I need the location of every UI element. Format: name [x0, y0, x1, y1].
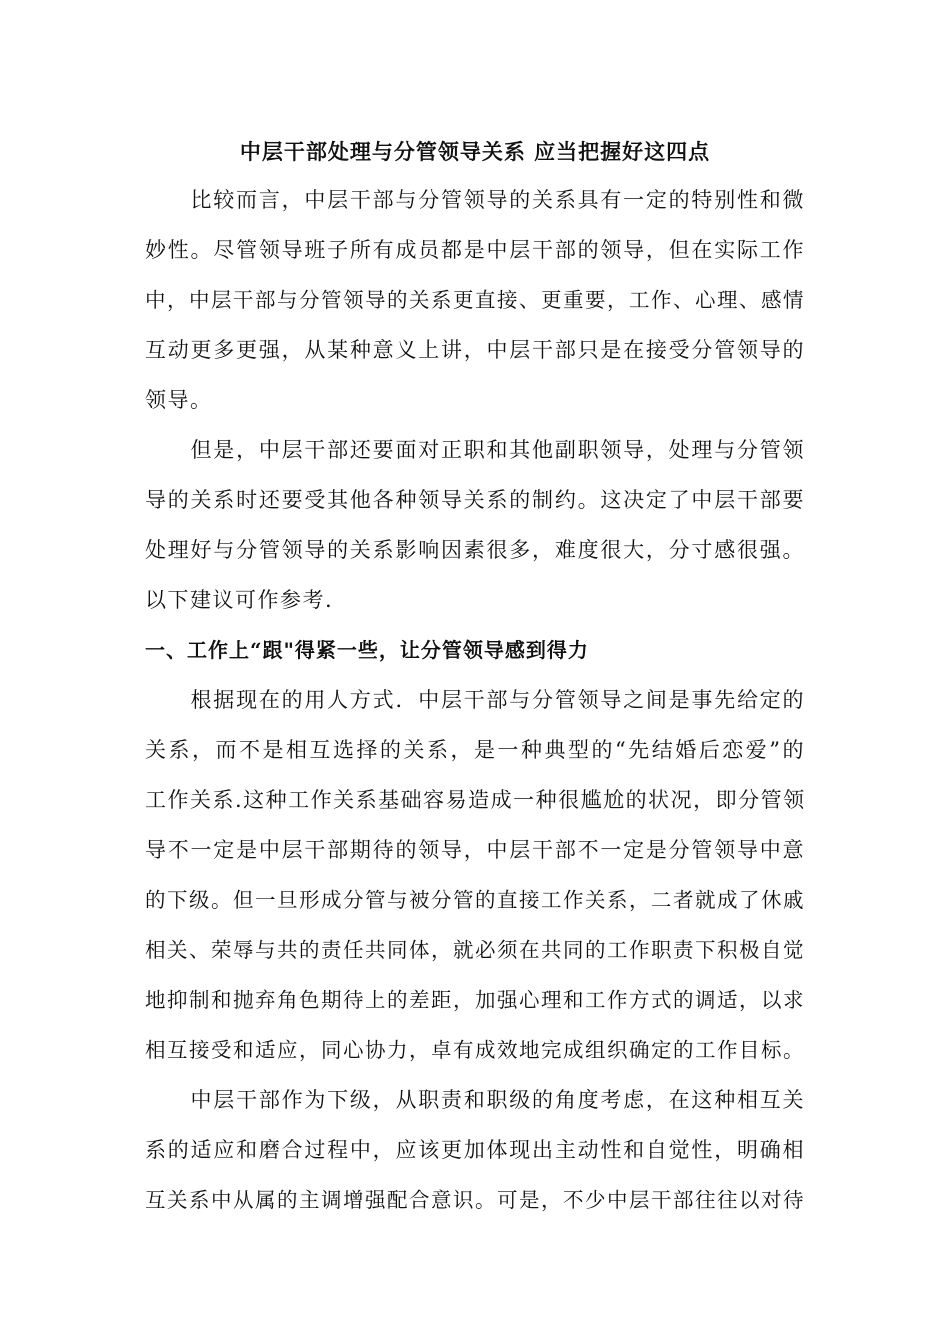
paragraph-line: 根据现在的用人方式．中层干部与分管领导之间是事先给定的 [145, 688, 805, 712]
paragraph-line: 比较而言，中层干部与分管领导的关系具有一定的特别性和微 [145, 188, 805, 212]
paragraph-line: 工作关系.这种工作关系基础容易造成一种很尴尬的状况，即分管领 [145, 788, 806, 812]
paragraph-line: 地抑制和抛弃角色期待上的差距，加强心理和工作方式的调适，以求 [145, 988, 805, 1012]
paragraph-line: 处理好与分管领导的关系影响因素很多，难度很大，分寸感很强。 [145, 538, 805, 562]
paragraph-line: 领导。 [145, 388, 213, 412]
paragraph-line: 关系，而不是相互选择的关系，是一种典型的“先结婚后恋爱”的 [145, 738, 805, 762]
paragraph-line: 中层干部作为下级，从职责和职级的角度考虑，在这种相互关 [145, 1088, 805, 1112]
paragraph-line: 相关、荣辱与共的责任共同体，就必须在共同的工作职责下积极自觉 [145, 938, 805, 962]
paragraph-line: 的下级。但一旦形成分管与被分管的直接工作关系，二者就成了休戚 [145, 888, 805, 912]
paragraph-line: 互关系中从属的主调增强配合意识。可是，不少中层干部往往以对待 [145, 1188, 805, 1212]
paragraph-line: 系的适应和磨合过程中，应该更加体现出主动性和自觉性，明确相 [145, 1138, 805, 1162]
paragraph-line: 中，中层干部与分管领导的关系更直接、更重要，工作、心理、感情 [145, 288, 805, 312]
document-title: 中层干部处理与分管领导关系 应当把握好这四点 [239, 139, 711, 164]
paragraph-line: 互动更多更强，从某种意义上讲，中层干部只是在接受分管领导的 [145, 338, 805, 362]
paragraph-line: 导不一定是中层干部期待的领导，中层干部不一定是分管领导中意 [145, 838, 805, 862]
paragraph-line: 以下建议可作参考. [145, 588, 334, 612]
paragraph-line: 相互接受和适应，同心协力，卓有成效地完成组织确定的工作目标。 [145, 1038, 805, 1062]
section-heading: 一、工作上“跟"得紧一些，让分管领导感到得力 [145, 638, 589, 662]
paragraph-line: 但是，中层干部还要面对正职和其他副职领导，处理与分管领 [145, 438, 805, 462]
paragraph-line: 导的关系时还要受其他各种领导关系的制约。这决定了中层干部要 [145, 488, 805, 512]
paragraph-line: 妙性。尽管领导班子所有成员都是中层干部的领导，但在实际工作 [145, 238, 805, 262]
